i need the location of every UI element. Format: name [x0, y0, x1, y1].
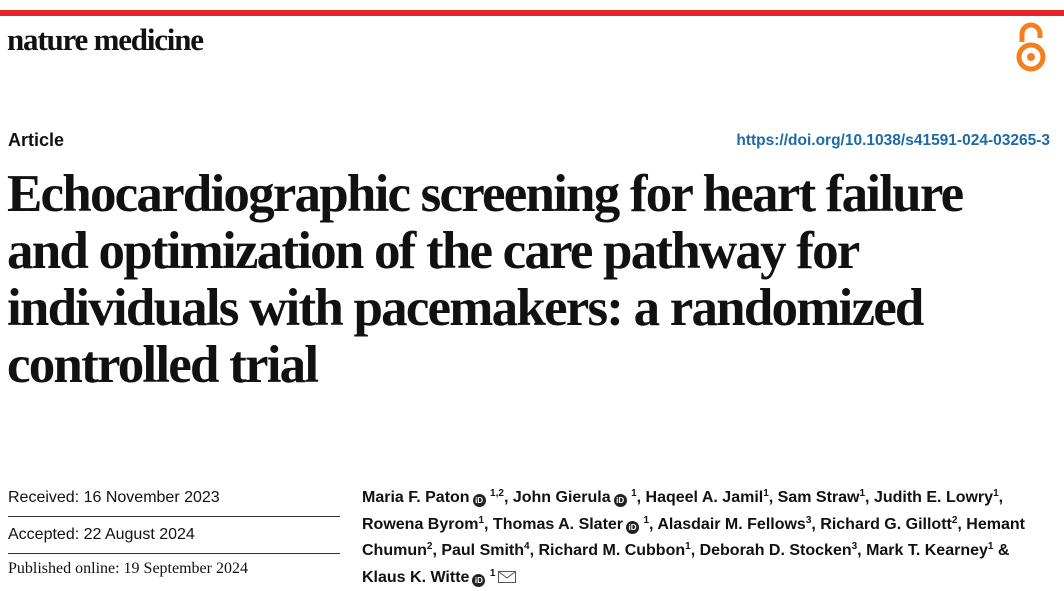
author-list: Maria F. Paton iD $^{1,2}$, John Gierula iD $^1$, Haqeel A. Jamil$^1$, Sam Straw$^1$, Judith E. Lowry$^1$, Rowena Byrom$^1$, Thomas A. Slater iD $^1$, Alasdair M. Fellows$^3$, Richard G. Gillott$^2$, Hemant Chumun$^2$, Paul Smith$^4$, Richard M. Cubbon$^1$, Deborah D. Stocken$^3$, Mark T. Kearney$^1$ & Klaus K. Witte iD $^1$ [362, 488, 1025, 586]
author-name: Richard M. Cubbon [538, 542, 686, 559]
mail-icon[interactable] [498, 571, 516, 583]
author-name: Richard G. Gillott [820, 515, 952, 533]
open-access-icon[interactable] [1014, 20, 1048, 76]
affiliation-number: 1 [478, 514, 485, 526]
author[interactable] [362, 569, 516, 586]
author-name: Hemant Chumun [362, 515, 1025, 559]
affiliation-number: 1 [987, 541, 994, 552]
received-date: Received: 16 November 2023 [8, 480, 340, 517]
affiliation-number: 1 [643, 514, 650, 526]
author[interactable] [778, 489, 865, 506]
affiliation-number: 1,2 [490, 488, 504, 499]
author-name: John Gierula [512, 489, 611, 506]
affiliation-number: 3 [851, 541, 858, 552]
article-title: Echocardiographic screening for heart failure and optimization of the care pathway for individuals with pacemakers: a randomized controlled trial [7, 165, 963, 394]
author[interactable] [700, 542, 858, 559]
orcid-icon[interactable]: iD [626, 521, 639, 534]
affiliation-number: 1 [859, 488, 866, 499]
published-date: Published online: 19 September 2024 [8, 560, 248, 577]
author-name: Deborah D. Stocken [699, 542, 852, 559]
author[interactable] [820, 516, 957, 533]
author[interactable] [362, 516, 484, 533]
affiliation-number: 1 [685, 541, 691, 552]
affiliation-number: 3 [805, 514, 812, 526]
journal-name: nature medicine [7, 22, 203, 57]
affiliation-number: 1 [631, 488, 637, 499]
orcid-icon[interactable]: iD [472, 574, 485, 587]
author-name: Mark T. Kearney [866, 542, 988, 559]
author-name: Sam Straw [777, 489, 860, 506]
author[interactable] [362, 489, 504, 506]
affiliation-number: 1 [489, 567, 496, 579]
author-name: Judith E. Lowry [873, 489, 994, 506]
article-type: Article [8, 130, 65, 150]
article-dates [8, 480, 340, 584]
author[interactable] [646, 489, 769, 506]
author-name: Paul Smith [441, 542, 525, 559]
affiliation-number: 2 [426, 541, 433, 552]
doi-link[interactable]: https://doi.org/10.1038/s41591-024-03265-3 [736, 132, 1050, 149]
orcid-icon[interactable]: iD [614, 494, 627, 507]
author[interactable] [538, 542, 690, 559]
affiliation-number: 2 [951, 514, 958, 526]
author-name: Rowena Byrom [362, 515, 479, 533]
affiliation-number: 1 [763, 488, 769, 499]
author-name: Klaus K. Witte [362, 568, 470, 586]
author[interactable] [513, 489, 637, 506]
author-name: Alasdair M. Fellows [657, 515, 806, 533]
author[interactable] [493, 516, 649, 533]
author[interactable] [874, 489, 999, 506]
author-name: Haqeel A. Jamil [645, 489, 764, 506]
affiliation-number: 1 [993, 488, 999, 499]
brand-color-bar [0, 10, 1064, 16]
author[interactable] [866, 542, 993, 559]
author[interactable] [657, 516, 811, 533]
author[interactable] [441, 542, 529, 559]
accepted-date: Accepted: 22 August 2024 [8, 517, 340, 554]
orcid-icon[interactable]: iD [473, 494, 486, 507]
author-name: Maria F. Paton [362, 489, 470, 506]
author-name: Thomas A. Slater [492, 515, 624, 533]
affiliation-number: 4 [524, 541, 530, 552]
